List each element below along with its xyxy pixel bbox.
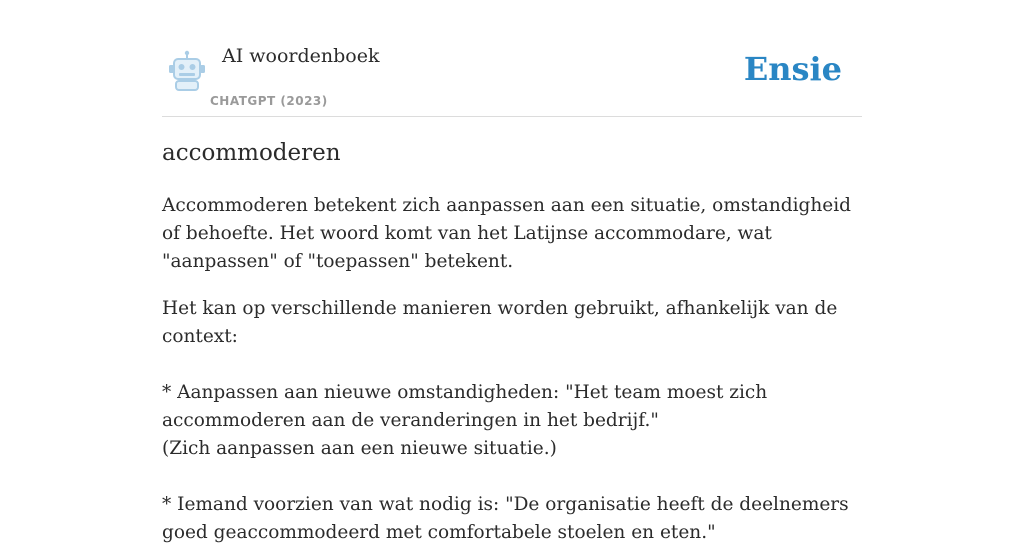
source-header xyxy=(162,0,862,117)
usage-example: * Aanpassen aan nieuwe omstandigheden: "Het team moest zich accommoderen aan de veranderingen in het bedrijf." xyxy=(162,382,768,431)
entry-term: accommoderen xyxy=(162,140,341,166)
usage-intro: Het kan op verschillende manieren worden gebruikt, afhankelijk van de context: xyxy=(162,298,838,347)
entry-definition xyxy=(162,192,862,547)
robot-icon xyxy=(166,50,208,92)
definition-paragraph: Accommoderen betekent zich aanpassen aan een situatie, omstandigheid of behoefte. Het woord komt van het Latijnse accommodare, wat "aanpassen" of "toepassen" betekent. xyxy=(162,195,851,272)
usage-explanation: (Zich aanpassen aan een nieuwe situatie.) xyxy=(162,438,557,459)
usage-example: * Iemand voorzien van wat nodig is: "De organisatie heeft de deelnemers goed geaccommodeerd met comfortabele stoelen en eten." xyxy=(162,494,849,543)
source-subtitle: CHATGPT (2023) xyxy=(210,94,328,108)
source-title[interactable]: AI woordenboek xyxy=(222,45,380,67)
brand-logo[interactable]: Ensie xyxy=(743,50,842,88)
